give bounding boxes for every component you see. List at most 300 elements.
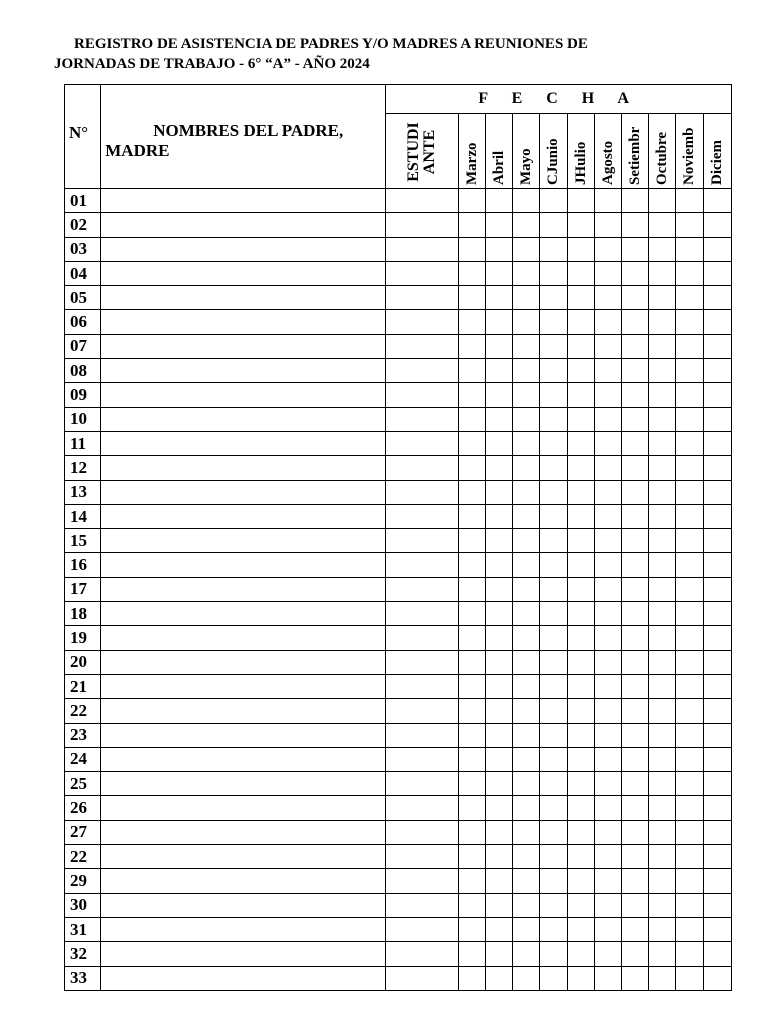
attendance-cell-9[interactable] — [703, 431, 731, 455]
attendance-cell-5[interactable] — [594, 334, 621, 358]
attendance-cell-1[interactable] — [486, 602, 513, 626]
parent-name-cell[interactable] — [101, 189, 386, 213]
attendance-cell-3[interactable] — [540, 942, 567, 966]
attendance-cell-5[interactable] — [594, 359, 621, 383]
attendance-cell-2[interactable] — [513, 772, 540, 796]
attendance-cell-7[interactable] — [649, 577, 676, 601]
attendance-cell-4[interactable] — [567, 456, 594, 480]
attendance-cell-5[interactable] — [594, 917, 621, 941]
attendance-cell-8[interactable] — [676, 699, 703, 723]
attendance-cell-4[interactable] — [567, 383, 594, 407]
attendance-cell-8[interactable] — [676, 237, 703, 261]
attendance-cell-4[interactable] — [567, 310, 594, 334]
attendance-cell-5[interactable] — [594, 310, 621, 334]
attendance-cell-8[interactable] — [676, 480, 703, 504]
parent-name-cell[interactable] — [101, 723, 386, 747]
student-cell[interactable] — [386, 650, 459, 674]
attendance-cell-5[interactable] — [594, 869, 621, 893]
attendance-cell-2[interactable] — [513, 893, 540, 917]
attendance-cell-0[interactable] — [458, 820, 485, 844]
attendance-cell-4[interactable] — [567, 650, 594, 674]
attendance-cell-3[interactable] — [540, 431, 567, 455]
parent-name-cell[interactable] — [101, 456, 386, 480]
attendance-cell-6[interactable] — [621, 820, 648, 844]
parent-name-cell[interactable] — [101, 942, 386, 966]
attendance-cell-3[interactable] — [540, 553, 567, 577]
attendance-cell-1[interactable] — [486, 334, 513, 358]
attendance-cell-4[interactable] — [567, 723, 594, 747]
attendance-cell-2[interactable] — [513, 966, 540, 990]
attendance-cell-9[interactable] — [703, 747, 731, 771]
attendance-cell-6[interactable] — [621, 334, 648, 358]
attendance-cell-8[interactable] — [676, 723, 703, 747]
attendance-cell-6[interactable] — [621, 480, 648, 504]
attendance-cell-6[interactable] — [621, 845, 648, 869]
attendance-cell-6[interactable] — [621, 456, 648, 480]
attendance-cell-1[interactable] — [486, 189, 513, 213]
attendance-cell-1[interactable] — [486, 431, 513, 455]
attendance-cell-7[interactable] — [649, 820, 676, 844]
attendance-cell-8[interactable] — [676, 869, 703, 893]
attendance-cell-6[interactable] — [621, 796, 648, 820]
attendance-cell-0[interactable] — [458, 966, 485, 990]
attendance-cell-9[interactable] — [703, 237, 731, 261]
attendance-cell-6[interactable] — [621, 674, 648, 698]
attendance-cell-6[interactable] — [621, 626, 648, 650]
attendance-cell-6[interactable] — [621, 431, 648, 455]
attendance-cell-6[interactable] — [621, 407, 648, 431]
attendance-cell-3[interactable] — [540, 602, 567, 626]
attendance-cell-8[interactable] — [676, 456, 703, 480]
attendance-cell-5[interactable] — [594, 383, 621, 407]
attendance-cell-2[interactable] — [513, 359, 540, 383]
attendance-cell-4[interactable] — [567, 699, 594, 723]
attendance-cell-9[interactable] — [703, 359, 731, 383]
parent-name-cell[interactable] — [101, 893, 386, 917]
attendance-cell-3[interactable] — [540, 869, 567, 893]
attendance-cell-3[interactable] — [540, 310, 567, 334]
attendance-cell-0[interactable] — [458, 504, 485, 528]
attendance-cell-4[interactable] — [567, 553, 594, 577]
attendance-cell-3[interactable] — [540, 626, 567, 650]
attendance-cell-4[interactable] — [567, 480, 594, 504]
attendance-cell-2[interactable] — [513, 480, 540, 504]
attendance-cell-4[interactable] — [567, 529, 594, 553]
attendance-cell-4[interactable] — [567, 359, 594, 383]
attendance-cell-1[interactable] — [486, 456, 513, 480]
attendance-cell-0[interactable] — [458, 553, 485, 577]
attendance-cell-9[interactable] — [703, 796, 731, 820]
attendance-cell-8[interactable] — [676, 213, 703, 237]
attendance-cell-3[interactable] — [540, 723, 567, 747]
attendance-cell-7[interactable] — [649, 431, 676, 455]
attendance-cell-5[interactable] — [594, 650, 621, 674]
attendance-cell-1[interactable] — [486, 310, 513, 334]
attendance-cell-5[interactable] — [594, 261, 621, 285]
parent-name-cell[interactable] — [101, 820, 386, 844]
attendance-cell-0[interactable] — [458, 602, 485, 626]
attendance-cell-2[interactable] — [513, 577, 540, 601]
attendance-cell-6[interactable] — [621, 966, 648, 990]
student-cell[interactable] — [386, 917, 459, 941]
attendance-cell-0[interactable] — [458, 261, 485, 285]
attendance-cell-2[interactable] — [513, 796, 540, 820]
attendance-cell-3[interactable] — [540, 456, 567, 480]
attendance-cell-6[interactable] — [621, 286, 648, 310]
attendance-cell-5[interactable] — [594, 796, 621, 820]
parent-name-cell[interactable] — [101, 261, 386, 285]
attendance-cell-0[interactable] — [458, 383, 485, 407]
parent-name-cell[interactable] — [101, 772, 386, 796]
attendance-cell-7[interactable] — [649, 674, 676, 698]
attendance-cell-5[interactable] — [594, 189, 621, 213]
attendance-cell-9[interactable] — [703, 334, 731, 358]
parent-name-cell[interactable] — [101, 480, 386, 504]
attendance-cell-2[interactable] — [513, 529, 540, 553]
attendance-cell-5[interactable] — [594, 529, 621, 553]
attendance-cell-0[interactable] — [458, 431, 485, 455]
attendance-cell-4[interactable] — [567, 577, 594, 601]
attendance-cell-9[interactable] — [703, 553, 731, 577]
attendance-cell-0[interactable] — [458, 626, 485, 650]
attendance-cell-0[interactable] — [458, 456, 485, 480]
attendance-cell-7[interactable] — [649, 602, 676, 626]
attendance-cell-2[interactable] — [513, 383, 540, 407]
parent-name-cell[interactable] — [101, 334, 386, 358]
attendance-cell-2[interactable] — [513, 747, 540, 771]
student-cell[interactable] — [386, 893, 459, 917]
student-cell[interactable] — [386, 966, 459, 990]
parent-name-cell[interactable] — [101, 553, 386, 577]
attendance-cell-5[interactable] — [594, 602, 621, 626]
attendance-cell-2[interactable] — [513, 845, 540, 869]
attendance-cell-9[interactable] — [703, 674, 731, 698]
student-cell[interactable] — [386, 431, 459, 455]
attendance-cell-5[interactable] — [594, 626, 621, 650]
attendance-cell-6[interactable] — [621, 577, 648, 601]
attendance-cell-9[interactable] — [703, 286, 731, 310]
attendance-cell-3[interactable] — [540, 966, 567, 990]
attendance-cell-3[interactable] — [540, 699, 567, 723]
attendance-cell-5[interactable] — [594, 480, 621, 504]
attendance-cell-3[interactable] — [540, 529, 567, 553]
attendance-cell-7[interactable] — [649, 504, 676, 528]
attendance-cell-7[interactable] — [649, 529, 676, 553]
attendance-cell-6[interactable] — [621, 602, 648, 626]
attendance-cell-3[interactable] — [540, 893, 567, 917]
attendance-cell-6[interactable] — [621, 310, 648, 334]
attendance-cell-2[interactable] — [513, 626, 540, 650]
attendance-cell-7[interactable] — [649, 869, 676, 893]
attendance-cell-4[interactable] — [567, 966, 594, 990]
attendance-cell-8[interactable] — [676, 820, 703, 844]
parent-name-cell[interactable] — [101, 674, 386, 698]
attendance-cell-1[interactable] — [486, 407, 513, 431]
attendance-cell-4[interactable] — [567, 893, 594, 917]
parent-name-cell[interactable] — [101, 626, 386, 650]
attendance-cell-7[interactable] — [649, 796, 676, 820]
attendance-cell-4[interactable] — [567, 845, 594, 869]
attendance-cell-9[interactable] — [703, 602, 731, 626]
attendance-cell-4[interactable] — [567, 747, 594, 771]
attendance-cell-5[interactable] — [594, 845, 621, 869]
attendance-cell-9[interactable] — [703, 966, 731, 990]
attendance-cell-3[interactable] — [540, 650, 567, 674]
attendance-cell-4[interactable] — [567, 213, 594, 237]
attendance-cell-6[interactable] — [621, 917, 648, 941]
attendance-cell-5[interactable] — [594, 723, 621, 747]
attendance-cell-4[interactable] — [567, 504, 594, 528]
attendance-cell-8[interactable] — [676, 626, 703, 650]
parent-name-cell[interactable] — [101, 577, 386, 601]
attendance-cell-9[interactable] — [703, 869, 731, 893]
attendance-cell-8[interactable] — [676, 383, 703, 407]
attendance-cell-7[interactable] — [649, 893, 676, 917]
attendance-cell-8[interactable] — [676, 966, 703, 990]
attendance-cell-0[interactable] — [458, 650, 485, 674]
attendance-cell-4[interactable] — [567, 237, 594, 261]
student-cell[interactable] — [386, 504, 459, 528]
student-cell[interactable] — [386, 237, 459, 261]
attendance-cell-5[interactable] — [594, 747, 621, 771]
attendance-cell-1[interactable] — [486, 796, 513, 820]
attendance-cell-6[interactable] — [621, 383, 648, 407]
attendance-cell-1[interactable] — [486, 650, 513, 674]
attendance-cell-3[interactable] — [540, 480, 567, 504]
attendance-cell-8[interactable] — [676, 747, 703, 771]
attendance-cell-5[interactable] — [594, 286, 621, 310]
attendance-cell-0[interactable] — [458, 796, 485, 820]
attendance-cell-7[interactable] — [649, 213, 676, 237]
parent-name-cell[interactable] — [101, 431, 386, 455]
attendance-cell-0[interactable] — [458, 334, 485, 358]
attendance-cell-5[interactable] — [594, 407, 621, 431]
attendance-cell-8[interactable] — [676, 553, 703, 577]
attendance-cell-1[interactable] — [486, 845, 513, 869]
student-cell[interactable] — [386, 602, 459, 626]
attendance-cell-9[interactable] — [703, 893, 731, 917]
attendance-cell-7[interactable] — [649, 626, 676, 650]
attendance-cell-9[interactable] — [703, 529, 731, 553]
attendance-cell-0[interactable] — [458, 237, 485, 261]
attendance-cell-8[interactable] — [676, 407, 703, 431]
attendance-cell-9[interactable] — [703, 407, 731, 431]
attendance-cell-6[interactable] — [621, 237, 648, 261]
student-cell[interactable] — [386, 383, 459, 407]
attendance-cell-9[interactable] — [703, 699, 731, 723]
attendance-cell-0[interactable] — [458, 529, 485, 553]
attendance-cell-7[interactable] — [649, 359, 676, 383]
student-cell[interactable] — [386, 626, 459, 650]
student-cell[interactable] — [386, 820, 459, 844]
attendance-cell-2[interactable] — [513, 456, 540, 480]
student-cell[interactable] — [386, 577, 459, 601]
attendance-cell-0[interactable] — [458, 747, 485, 771]
parent-name-cell[interactable] — [101, 286, 386, 310]
attendance-cell-1[interactable] — [486, 699, 513, 723]
parent-name-cell[interactable] — [101, 237, 386, 261]
attendance-cell-7[interactable] — [649, 553, 676, 577]
attendance-cell-1[interactable] — [486, 383, 513, 407]
attendance-cell-9[interactable] — [703, 577, 731, 601]
attendance-cell-7[interactable] — [649, 237, 676, 261]
attendance-cell-2[interactable] — [513, 310, 540, 334]
attendance-cell-1[interactable] — [486, 261, 513, 285]
attendance-cell-7[interactable] — [649, 407, 676, 431]
attendance-cell-6[interactable] — [621, 772, 648, 796]
attendance-cell-8[interactable] — [676, 942, 703, 966]
attendance-cell-5[interactable] — [594, 820, 621, 844]
student-cell[interactable] — [386, 456, 459, 480]
parent-name-cell[interactable] — [101, 796, 386, 820]
attendance-cell-1[interactable] — [486, 893, 513, 917]
attendance-cell-1[interactable] — [486, 577, 513, 601]
attendance-cell-3[interactable] — [540, 261, 567, 285]
attendance-cell-2[interactable] — [513, 407, 540, 431]
attendance-cell-1[interactable] — [486, 286, 513, 310]
parent-name-cell[interactable] — [101, 213, 386, 237]
attendance-cell-2[interactable] — [513, 602, 540, 626]
attendance-cell-2[interactable] — [513, 213, 540, 237]
attendance-cell-8[interactable] — [676, 310, 703, 334]
attendance-cell-1[interactable] — [486, 747, 513, 771]
attendance-cell-4[interactable] — [567, 820, 594, 844]
attendance-cell-7[interactable] — [649, 286, 676, 310]
attendance-cell-9[interactable] — [703, 942, 731, 966]
attendance-cell-5[interactable] — [594, 699, 621, 723]
attendance-cell-0[interactable] — [458, 674, 485, 698]
attendance-cell-2[interactable] — [513, 942, 540, 966]
attendance-cell-4[interactable] — [567, 431, 594, 455]
student-cell[interactable] — [386, 286, 459, 310]
attendance-cell-0[interactable] — [458, 699, 485, 723]
student-cell[interactable] — [386, 747, 459, 771]
attendance-cell-7[interactable] — [649, 189, 676, 213]
parent-name-cell[interactable] — [101, 359, 386, 383]
attendance-cell-0[interactable] — [458, 480, 485, 504]
student-cell[interactable] — [386, 359, 459, 383]
attendance-cell-1[interactable] — [486, 359, 513, 383]
attendance-cell-1[interactable] — [486, 529, 513, 553]
attendance-cell-2[interactable] — [513, 431, 540, 455]
attendance-cell-8[interactable] — [676, 261, 703, 285]
attendance-cell-7[interactable] — [649, 942, 676, 966]
attendance-cell-4[interactable] — [567, 407, 594, 431]
attendance-cell-7[interactable] — [649, 917, 676, 941]
attendance-cell-2[interactable] — [513, 286, 540, 310]
attendance-cell-9[interactable] — [703, 650, 731, 674]
student-cell[interactable] — [386, 480, 459, 504]
attendance-cell-0[interactable] — [458, 310, 485, 334]
attendance-cell-6[interactable] — [621, 359, 648, 383]
attendance-cell-0[interactable] — [458, 942, 485, 966]
attendance-cell-3[interactable] — [540, 674, 567, 698]
attendance-cell-9[interactable] — [703, 480, 731, 504]
attendance-cell-7[interactable] — [649, 747, 676, 771]
student-cell[interactable] — [386, 869, 459, 893]
attendance-cell-1[interactable] — [486, 869, 513, 893]
attendance-cell-9[interactable] — [703, 504, 731, 528]
attendance-cell-3[interactable] — [540, 577, 567, 601]
attendance-cell-0[interactable] — [458, 772, 485, 796]
attendance-cell-9[interactable] — [703, 189, 731, 213]
attendance-cell-0[interactable] — [458, 407, 485, 431]
attendance-cell-7[interactable] — [649, 966, 676, 990]
attendance-cell-6[interactable] — [621, 723, 648, 747]
attendance-cell-4[interactable] — [567, 602, 594, 626]
student-cell[interactable] — [386, 261, 459, 285]
attendance-cell-2[interactable] — [513, 917, 540, 941]
attendance-cell-3[interactable] — [540, 772, 567, 796]
attendance-cell-9[interactable] — [703, 456, 731, 480]
attendance-cell-2[interactable] — [513, 820, 540, 844]
attendance-cell-8[interactable] — [676, 577, 703, 601]
parent-name-cell[interactable] — [101, 845, 386, 869]
attendance-cell-3[interactable] — [540, 747, 567, 771]
attendance-cell-7[interactable] — [649, 845, 676, 869]
attendance-cell-9[interactable] — [703, 845, 731, 869]
attendance-cell-2[interactable] — [513, 650, 540, 674]
parent-name-cell[interactable] — [101, 966, 386, 990]
student-cell[interactable] — [386, 674, 459, 698]
attendance-cell-7[interactable] — [649, 723, 676, 747]
parent-name-cell[interactable] — [101, 747, 386, 771]
attendance-cell-6[interactable] — [621, 553, 648, 577]
parent-name-cell[interactable] — [101, 602, 386, 626]
attendance-cell-5[interactable] — [594, 966, 621, 990]
student-cell[interactable] — [386, 189, 459, 213]
attendance-cell-3[interactable] — [540, 213, 567, 237]
attendance-cell-5[interactable] — [594, 237, 621, 261]
attendance-cell-4[interactable] — [567, 674, 594, 698]
attendance-cell-6[interactable] — [621, 504, 648, 528]
attendance-cell-4[interactable] — [567, 189, 594, 213]
student-cell[interactable] — [386, 723, 459, 747]
attendance-cell-7[interactable] — [649, 310, 676, 334]
attendance-cell-7[interactable] — [649, 650, 676, 674]
attendance-cell-9[interactable] — [703, 772, 731, 796]
attendance-cell-1[interactable] — [486, 504, 513, 528]
attendance-cell-8[interactable] — [676, 189, 703, 213]
parent-name-cell[interactable] — [101, 407, 386, 431]
attendance-cell-3[interactable] — [540, 286, 567, 310]
attendance-cell-0[interactable] — [458, 723, 485, 747]
student-cell[interactable] — [386, 553, 459, 577]
attendance-cell-4[interactable] — [567, 869, 594, 893]
attendance-cell-0[interactable] — [458, 917, 485, 941]
attendance-cell-1[interactable] — [486, 626, 513, 650]
attendance-cell-5[interactable] — [594, 577, 621, 601]
parent-name-cell[interactable] — [101, 650, 386, 674]
attendance-cell-7[interactable] — [649, 699, 676, 723]
student-cell[interactable] — [386, 772, 459, 796]
attendance-cell-2[interactable] — [513, 699, 540, 723]
attendance-cell-0[interactable] — [458, 359, 485, 383]
attendance-cell-6[interactable] — [621, 529, 648, 553]
student-cell[interactable] — [386, 699, 459, 723]
attendance-cell-0[interactable] — [458, 869, 485, 893]
attendance-cell-6[interactable] — [621, 699, 648, 723]
attendance-cell-0[interactable] — [458, 213, 485, 237]
attendance-cell-1[interactable] — [486, 966, 513, 990]
attendance-cell-5[interactable] — [594, 456, 621, 480]
parent-name-cell[interactable] — [101, 504, 386, 528]
attendance-cell-9[interactable] — [703, 310, 731, 334]
attendance-cell-8[interactable] — [676, 796, 703, 820]
attendance-cell-4[interactable] — [567, 796, 594, 820]
attendance-cell-8[interactable] — [676, 334, 703, 358]
attendance-cell-6[interactable] — [621, 213, 648, 237]
